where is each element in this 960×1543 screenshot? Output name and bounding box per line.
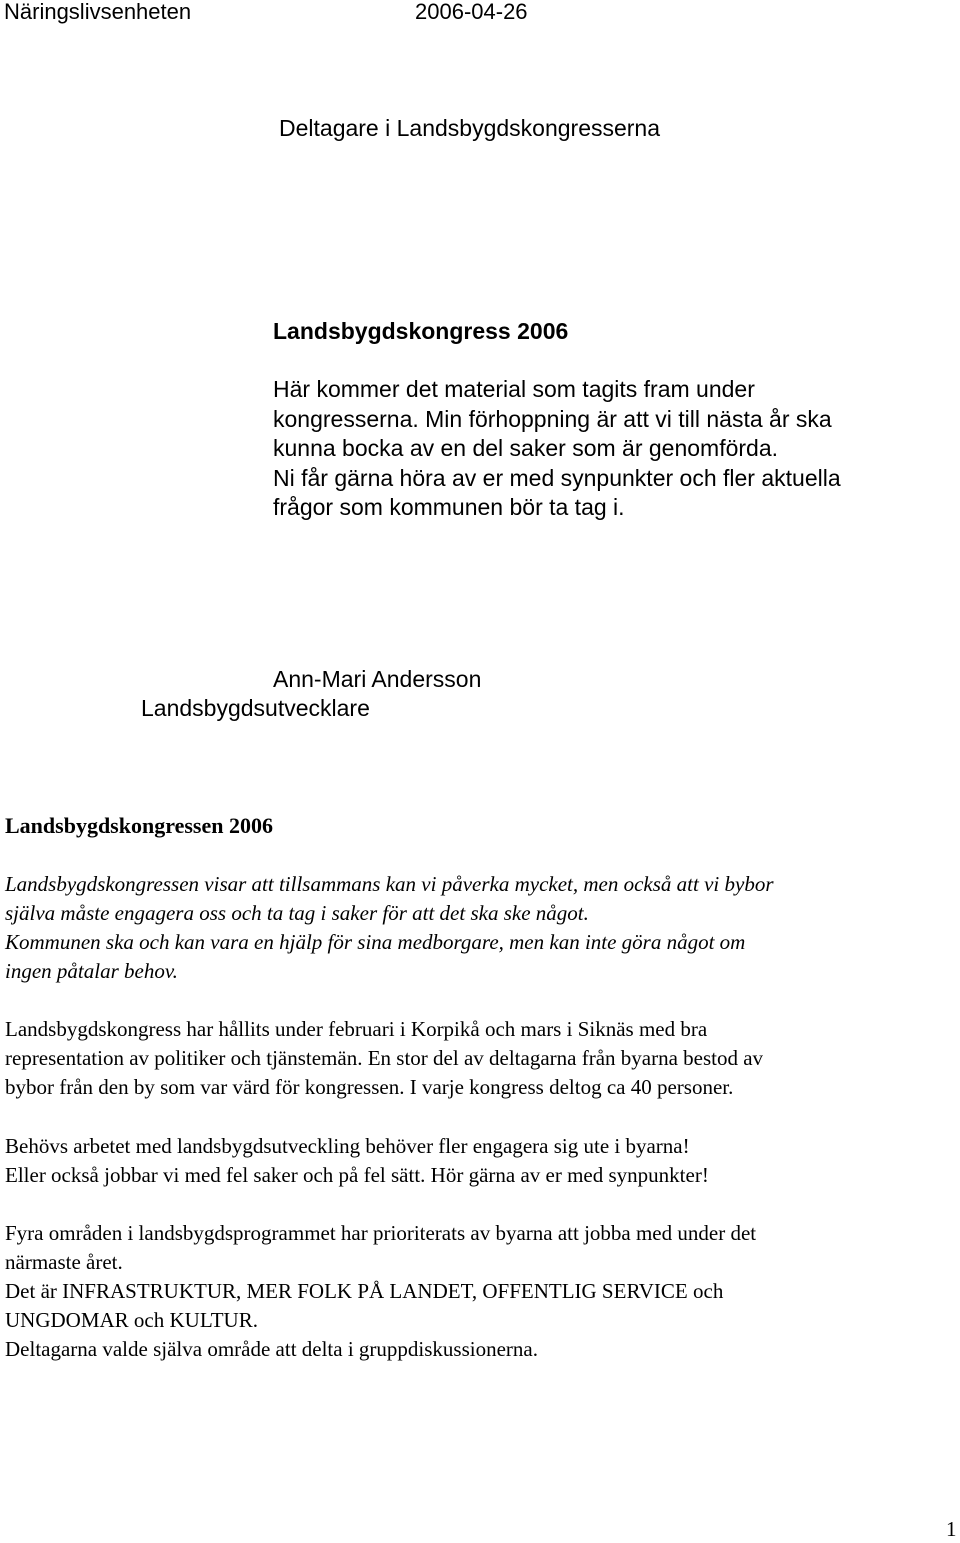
paragraph-summary (5, 870, 945, 986)
intro-line: kongresserna. Min förhoppning är att vi till nästa år ska (273, 405, 832, 432)
paragraph-line: Landsbygdskongressen visar att tillsammans kan vi påverka mycket, men också att vi bybor (5, 872, 774, 896)
page-number: 1 (946, 1517, 957, 1541)
header-department: Näringslivsenheten (4, 0, 192, 24)
document-heading: Deltagare i Landsbygdskongresserna (279, 115, 661, 141)
paragraph-line: själva måste engagera oss och ta tag i saker för att det ska ske något. (5, 901, 589, 925)
paragraph-line: bybor från den by som var värd för kongressen. I varje kongress deltog ca 40 personer. (5, 1075, 734, 1099)
paragraph-line: Eller också jobbar vi med fel saker och på fel sätt. Hör gärna av er med synpunkter! (5, 1163, 709, 1187)
signature-name: Ann-Mari Andersson (273, 666, 482, 692)
paragraph-line: Kommunen ska och kan vara en hjälp för sina medborgare, men kan inte göra något om (5, 930, 746, 954)
paragraph-line: närmaste året. (5, 1250, 123, 1274)
paragraph-line: Fyra områden i landsbygdsprogrammet har prioriterats av byarna att jobba med under det (5, 1221, 757, 1245)
intro-line: frågor som kommunen bör ta tag i. (273, 494, 625, 520)
paragraph-line: UNGDOMAR och KULTUR. (5, 1308, 258, 1332)
paragraph-line: ingen påtalar behov. (5, 959, 178, 983)
paragraph-engagement (5, 1132, 945, 1190)
paragraph-line: representation av politiker och tjänstemän. En stor del av deltagarna från byarna bestod av (5, 1046, 764, 1070)
intro-body (273, 375, 953, 523)
paragraph-line: Det är INFRASTRUKTUR, MER FOLK PÅ LANDET, OFFENTLIG SERVICE och (5, 1279, 724, 1303)
header-date: 2006-04-26 (415, 0, 528, 24)
section-title: Landsbygdskongressen 2006 (5, 813, 273, 838)
paragraph-line: Behövs arbetet med landsbygdsutveckling behöver fler engagera sig ute i byarna! (5, 1134, 690, 1158)
intro-line: kunna bocka av en del saker som är genomförda. (273, 435, 779, 461)
signature-role: Landsbygdsutvecklare (141, 695, 370, 721)
paragraph-line: Deltagarna valde själva område att delta i gruppdiskussionerna. (5, 1337, 538, 1361)
intro-title: Landsbygdskongress 2006 (273, 318, 569, 344)
intro-line: Ni får gärna höra av er med synpunkter och fler aktuella (273, 464, 841, 491)
paragraph-priorities (5, 1219, 945, 1364)
paragraph-congress-info (5, 1015, 945, 1102)
paragraph-line: Landsbygdskongress har hållits under februari i Korpikå och mars i Siknäs med bra (5, 1017, 708, 1041)
intro-line: Här kommer det material som tagits fram under (273, 376, 755, 402)
